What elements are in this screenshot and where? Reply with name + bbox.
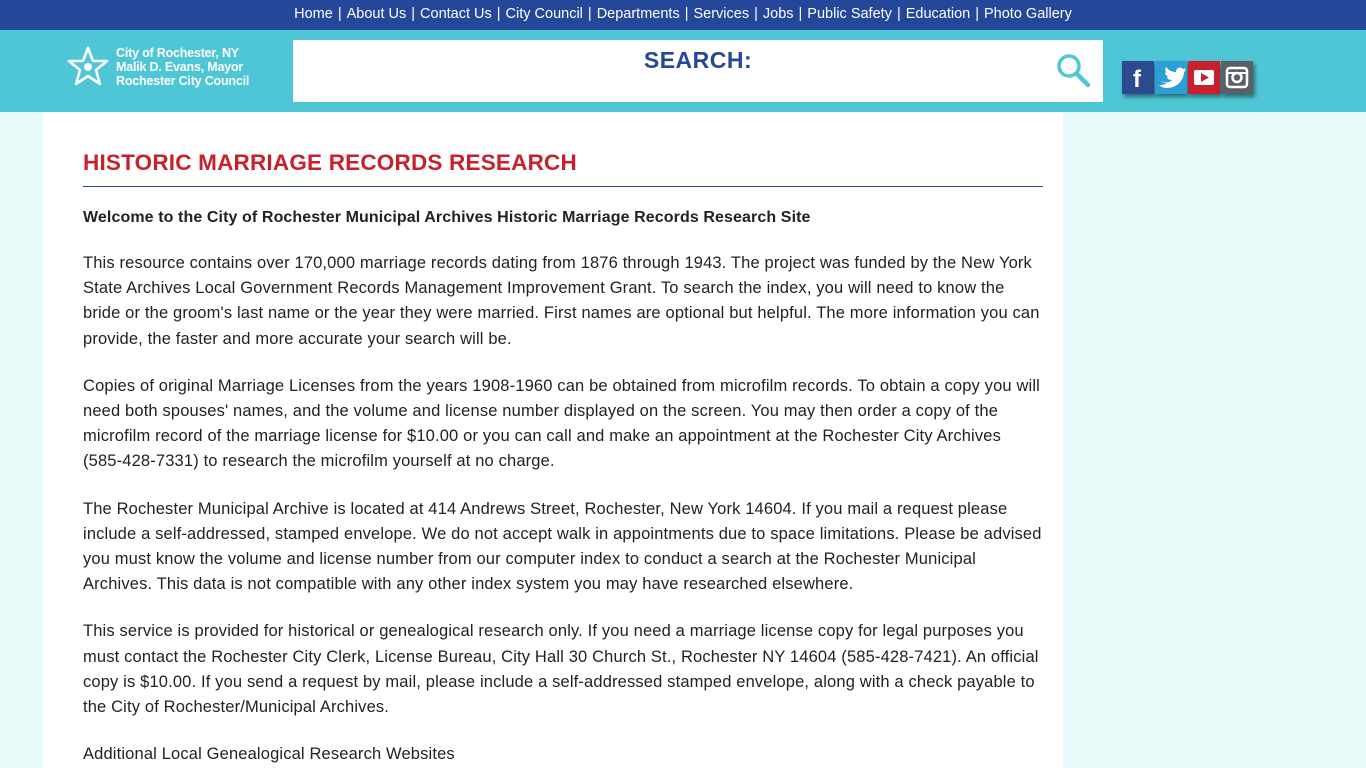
search-input[interactable] <box>303 74 1047 98</box>
nav-photo-gallery[interactable]: Photo Gallery <box>984 6 1072 22</box>
nav-departments[interactable]: Departments <box>596 6 680 22</box>
nav-separator: | <box>587 6 592 22</box>
nav-separator: | <box>896 6 901 22</box>
youtube-icon[interactable] <box>1188 61 1220 94</box>
paragraph-location: The Rochester Municipal Archive is located at 414 Andrews Street, Rochester, New York 14604. If you mail a request please include a self-addressed, stamped envelope. We do not accept walk in appointments due to space limitations. Please be advised you must know the volume and license number from our computer index to conduct a search at the Rochester Municipal Archives. This data is not compatible with any other index system you may have researched elsewhere. <box>83 499 1042 594</box>
nav-separator: | <box>496 6 501 22</box>
city-logo-link[interactable] <box>67 46 267 94</box>
flower-city-logo-icon <box>67 46 109 88</box>
nav-separator: | <box>684 6 689 22</box>
nav-services[interactable]: Services <box>693 6 750 22</box>
nav-separator: | <box>411 6 416 22</box>
paragraph-copies: Copies of original Marriage Licenses from the years 1908-1960 can be obtained from microfilm records. To obtain a copy you will need both spouses' names, and the volume and license number displayed on the screen. You may then order a copy of the microfilm record of the marriage license for $10.00 or you can call and make an appointment at the Rochester City Archives (585-428-7331) to research the microfilm yourself at no charge. <box>83 376 1040 471</box>
search-label: SEARCH: <box>643 47 753 73</box>
instagram-icon[interactable] <box>1221 61 1253 94</box>
search-box <box>293 40 1103 102</box>
search-icon[interactable] <box>1055 52 1091 88</box>
paragraph-legal: This service is provided for historical or genealogical research only. If you need a marriage license copy for legal purposes you must contact the Rochester City Clerk, License Bureau, City Hall 30 Church St., Rochester NY 14604 (585-428-7421). An official copy is $10.00. If you send a request by mail, please include a self-addressed stamped envelope, along with a check payable to the City of Rochester/Municipal Archives. <box>83 622 1039 717</box>
main-content <box>43 112 1063 768</box>
logo-line-council: Rochester City Council <box>116 74 250 88</box>
nav-education[interactable]: Education <box>905 6 971 22</box>
nav-separator: | <box>337 6 342 22</box>
nav-separator: | <box>754 6 758 22</box>
logo-text <box>116 46 249 88</box>
svg-text:f: f <box>1133 66 1141 93</box>
nav-separator: | <box>798 6 803 22</box>
logo-line-mayor: Malik D. Evans, Mayor <box>116 60 244 74</box>
nav-city-council[interactable]: City Council <box>505 6 583 22</box>
nav-about-us[interactable]: About Us <box>346 6 407 22</box>
welcome-heading: Welcome to the City of Rochester Municipal Archives Historic Marriage Records Research Site <box>83 209 811 226</box>
nav-public-safety[interactable]: Public Safety <box>807 6 892 22</box>
site-header <box>0 30 1366 112</box>
top-navigation <box>0 0 1366 30</box>
nav-home[interactable]: Home <box>294 6 333 22</box>
logo-line-city: City of Rochester, NY <box>116 46 239 60</box>
article <box>83 112 1043 767</box>
nav-jobs[interactable]: Jobs <box>762 6 794 22</box>
nav-separator: | <box>975 6 979 22</box>
page-title: HISTORIC MARRIAGE RECORDS RESEARCH <box>83 150 1043 187</box>
nav-contact-us[interactable]: Contact Us <box>420 6 492 22</box>
additional-websites-heading: Additional Local Genealogical Research Websites <box>83 745 455 764</box>
facebook-icon[interactable] <box>1122 61 1154 94</box>
paragraph-overview: This resource contains over 170,000 marriage records dating from 1876 through 1943. The project was funded by the New York State Archives Local Government Records Management Improvement Grant. To search the index, you will need to know the bride or the groom's last name or the year they were married. First names are optional but helpful. The more information you can provide, the faster and more accurate your search will be. <box>83 254 1040 348</box>
twitter-icon[interactable] <box>1155 61 1187 94</box>
